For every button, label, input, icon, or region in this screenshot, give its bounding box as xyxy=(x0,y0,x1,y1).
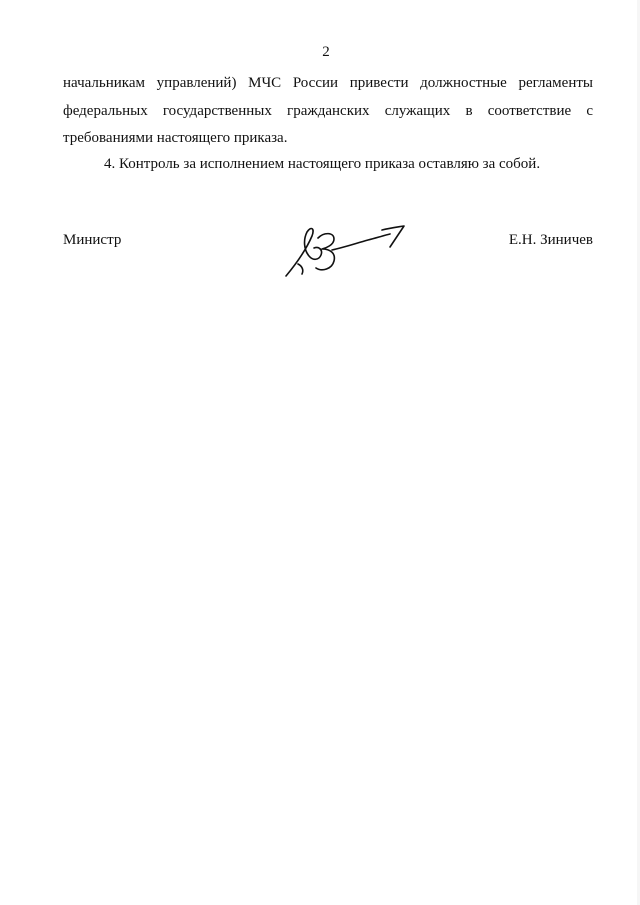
page-number: 2 xyxy=(322,44,330,60)
paragraph-line: начальникам управлений) МЧС России привести должностные регламенты xyxy=(63,75,593,91)
paragraph-continuation xyxy=(63,70,593,153)
paragraph-line: 4. Контроль за исполнением настоящего приказа оставляю за собой. xyxy=(104,156,541,172)
handwritten-signature-icon xyxy=(278,220,408,278)
paragraph-line: федеральных государственных гражданских служащих в соответствие с xyxy=(63,102,593,119)
signatory-name: Е.Н. Зиничев xyxy=(508,232,593,248)
paragraph-item-4 xyxy=(63,151,593,179)
signatory-title: Министр xyxy=(63,232,122,248)
signature-block xyxy=(63,228,593,278)
paragraph-line: требованиями настоящего приказа. xyxy=(63,130,288,146)
